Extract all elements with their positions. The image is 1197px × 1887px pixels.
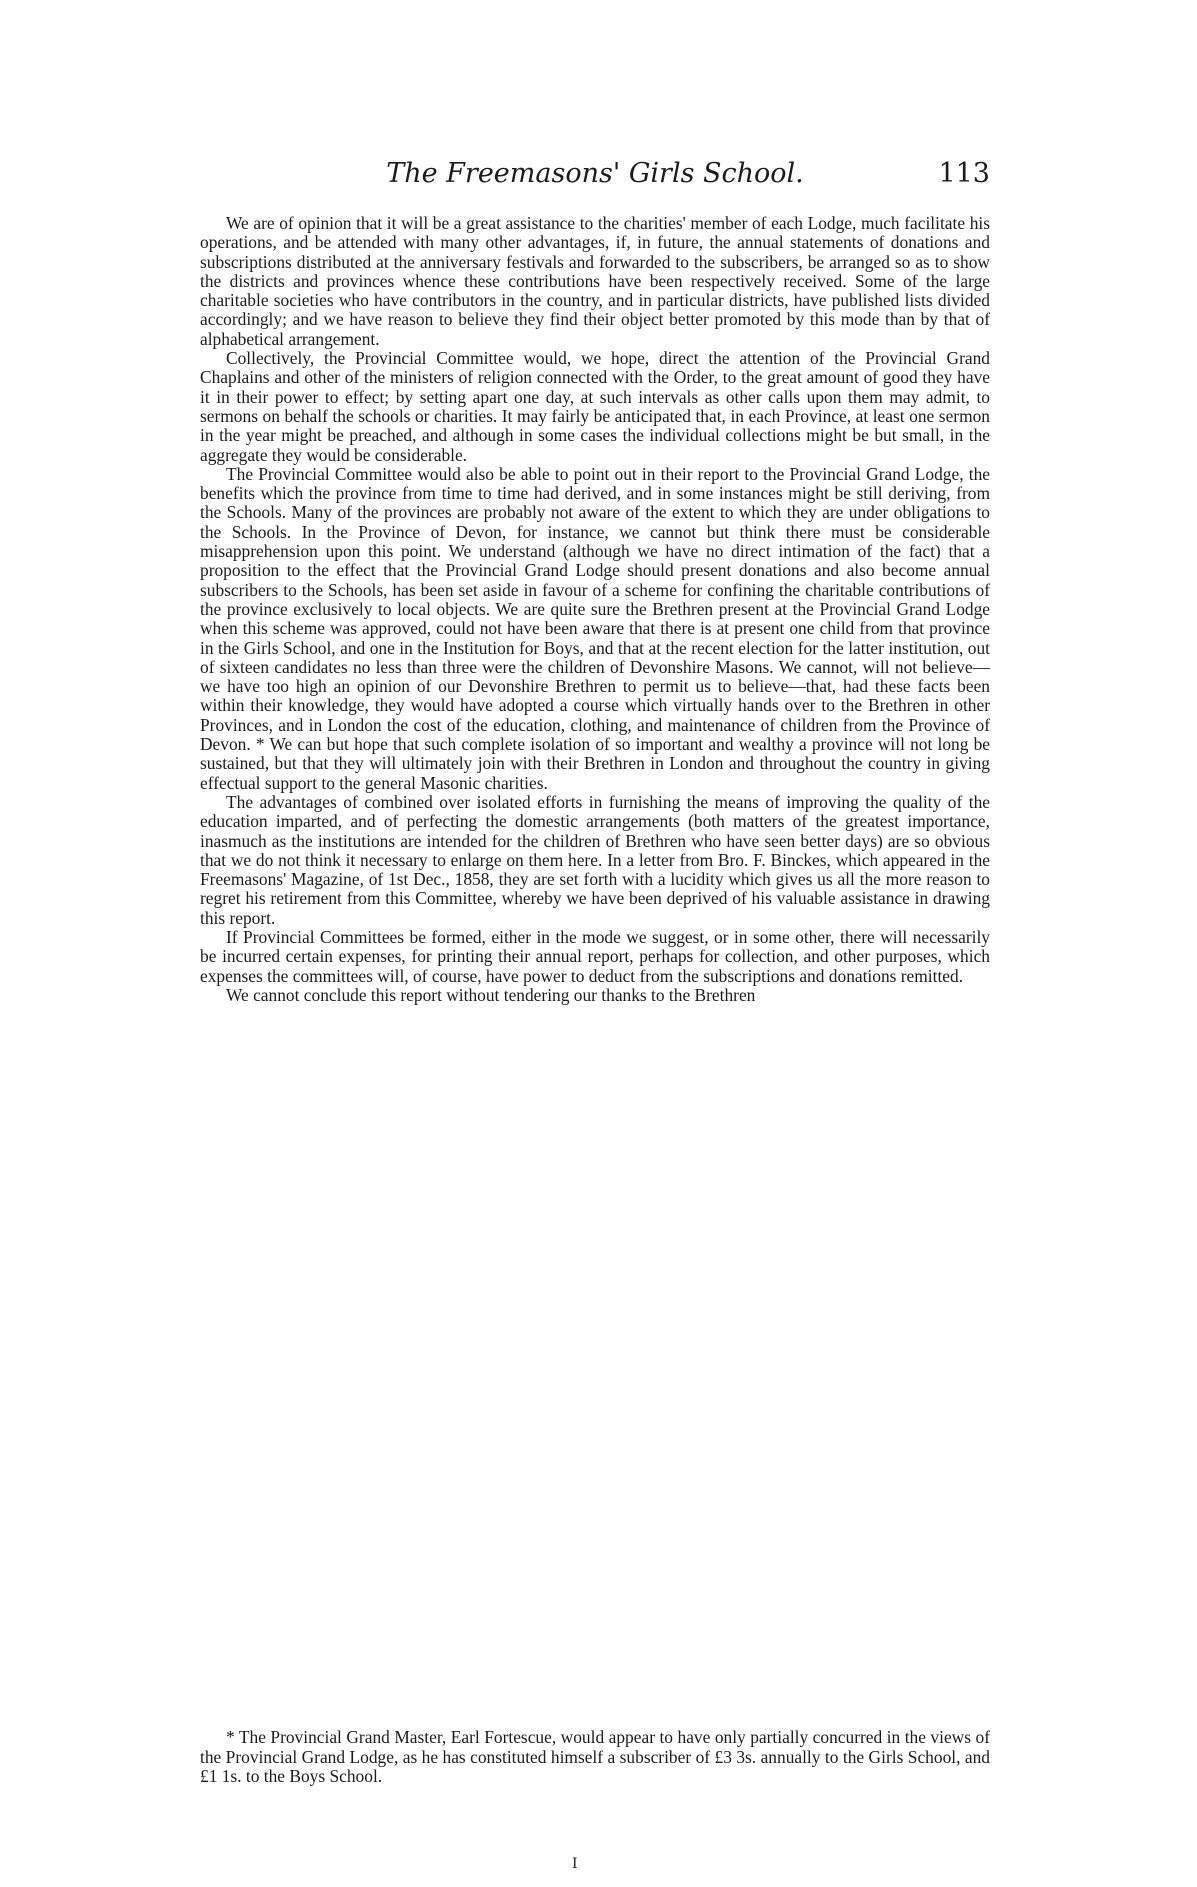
paragraph-1: We are of opinion that it will be a great assistance to the charities' member of each Lodge, much facilitate his operations, and be attended with many other advantages, if, in future, the annual statements of donations and subscriptions distributed at the anniversary festivals and forwarded to the subscribers, be arranged so as to show the districts and provinces whence these contributions have been respectively received. Some of the large charitable societies who have contributors in the country, and in particular districts, have published lists divided accordingly; and we have reason to believe they find their object better promoted by this mode than by that of alphabetical arrangement.	[200, 213, 990, 349]
running-title: The Freemasons' Girls School.	[386, 158, 804, 189]
paragraph-3: The Provincial Committee would also be able to point out in their report to the Provincial Grand Lodge, the benefits which the province from time to time had derived, and in some instances might be still deriving, from the Schools. Many of the provinces are probably not aware of the extent to which they are under obligations to the Schools. In the Province of Devon, for instance, we cannot but think there must be considerable misapprehension upon this point. We understand (although we have no direct intimation of the fact) that a proposition to the effect that the Provincial Grand Lodge should present donations and also become annual subscribers to the Schools, has been set aside in favour of a scheme for confining the charitable contributions of the province exclusively to local objects. We are quite sure the Brethren present at the Provincial Grand Lodge when this scheme was approved, could not have been aware that there is at present one child from that province in the Girls School, and one in the Institution for Boys, and that at the recent election for the latter institution, out of sixteen candidates no less than three were the children of Devonshire Masons. We cannot, will not believe—we have too high an opinion of our Devonshire Brethren to permit us to believe—that, had these facts been within their knowledge, they would have adopted a course which virtually hands over to the Brethren in other Provinces, and in London the cost of the education, clothing, and maintenance of children from the Province of Devon. * We can but hope that such complete isolation of so important and wealthy a province will not long be sustained, but that they will ultimately join with their Brethren in London and throughout the country in giving effectual support to the general Masonic charities.	[200, 463, 990, 793]
paragraph-5: If Provincial Committees be formed, either in the mode we suggest, or in some other, there will necessarily be incurred certain expenses, for printing their annual report, perhaps for collection, and other purposes, which expenses the committees will, of course, have power to deduct from the subscriptions and donations remitted.	[200, 926, 990, 986]
footnote	[200, 1728, 990, 1787]
paragraph-4: The advantages of combined over isolated efforts in furnishing the means of improving the quality of the education imparted, and of perfecting the domestic arrangements (both matters of the greatest importance, inasmuch as the institutions are intended for the children of Brethren who have seen better days) are so obvious that we do not think it necessary to enlarge on them here. In a letter from Bro. F. Binckes, which appeared in the Freemasons' Magazine, of 1st Dec., 1858, they are set forth with a lucidity which gives us all the more reason to regret his retirement from this Committee, whereby we have been deprived of his valuable assistance in drawing this report.	[200, 791, 990, 928]
page-header	[200, 154, 990, 194]
body-text	[200, 214, 990, 1005]
paragraph-6: We cannot conclude this report without tendering our thanks to the Brethren	[226, 984, 756, 1005]
signature-mark: I	[572, 1856, 578, 1872]
footnote-text: * The Provincial Grand Master, Earl Fortescue, would appear to have only partially concurred in the views of the Provincial Grand Lodge, as he has constituted himself a subscriber of £3 3s. annually to the Girls School, and £1 1s. to the Boys School.	[200, 1727, 990, 1786]
paragraph-2: Collectively, the Provincial Committee would, we hope, direct the attention of the Provincial Grand Chaplains and other of the ministers of religion connected with the Order, to the great amount of good they have it in their power to effect; by setting apart one day, at such intervals as other calls upon them may admit, to sermons on behalf the schools or charities. It may fairly be anticipated that, in each Province, at least one sermon in the year might be preached, and although in some cases the individual collections might be but small, in the aggregate they would be considerable.	[200, 348, 990, 465]
page-number: 113	[938, 158, 990, 189]
